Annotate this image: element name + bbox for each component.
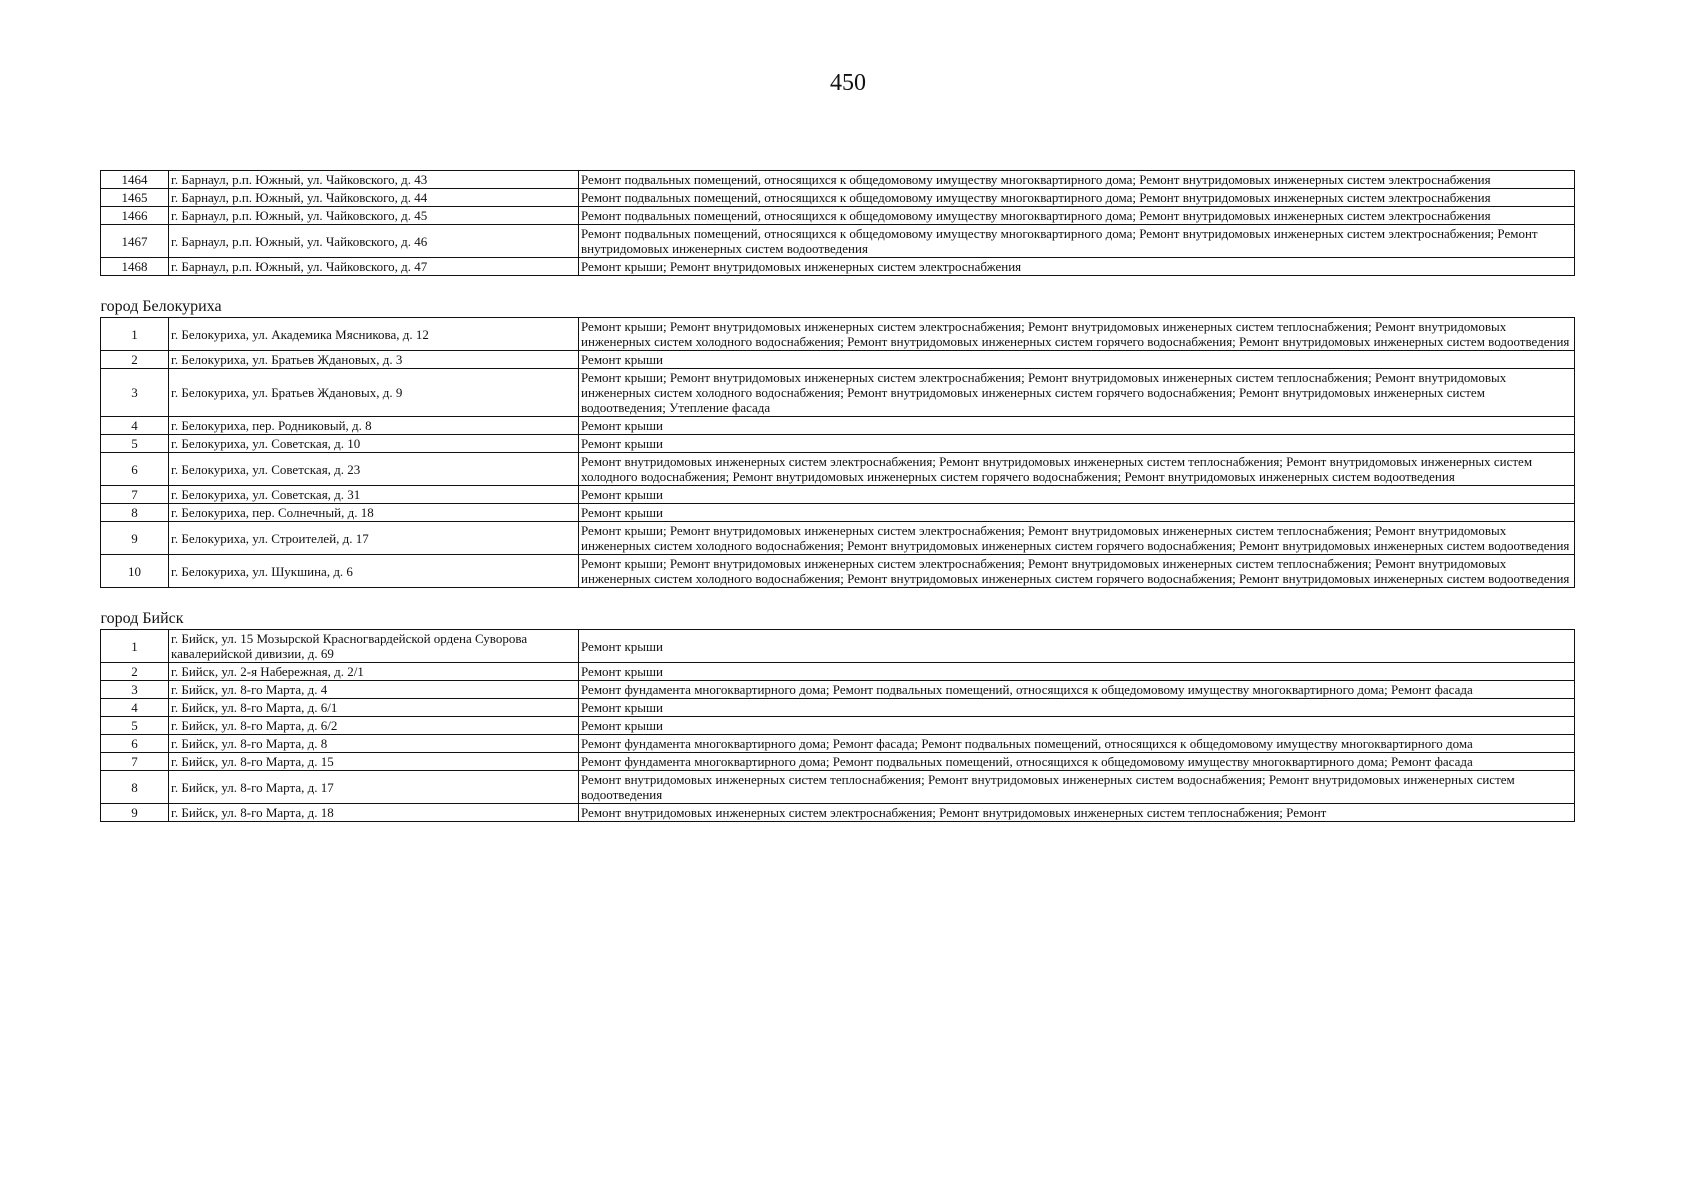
- row-address: г. Бийск, ул. 15 Мозырской Красногвардейской ордена Суворова кавалерийской дивизии, д. 69: [169, 630, 579, 663]
- table-row: [101, 771, 1575, 804]
- table-row: [101, 486, 1575, 504]
- row-number: 1: [101, 318, 169, 351]
- table-row: [101, 435, 1575, 453]
- table-row: [101, 351, 1575, 369]
- row-works: Ремонт крыши: [579, 417, 1575, 435]
- city-title: город Белокуриха: [101, 298, 1575, 318]
- table-row: [101, 504, 1575, 522]
- table-row: [101, 735, 1575, 753]
- row-number: 1465: [101, 189, 169, 207]
- table-row: [101, 171, 1575, 189]
- row-number: 1464: [101, 171, 169, 189]
- repair-program-table: [100, 170, 1574, 822]
- row-address: г. Бийск, ул. 8-го Марта, д. 4: [169, 681, 579, 699]
- row-address: г. Барнаул, р.п. Южный, ул. Чайковского, д. 45: [169, 207, 579, 225]
- row-number: 3: [101, 681, 169, 699]
- city-title: город Бийск: [101, 610, 1575, 630]
- row-number: 1467: [101, 225, 169, 258]
- row-number: 9: [101, 522, 169, 555]
- row-number: 1: [101, 630, 169, 663]
- city-section-header: [101, 610, 1575, 630]
- row-number: 1466: [101, 207, 169, 225]
- row-number: 2: [101, 663, 169, 681]
- row-works: Ремонт крыши; Ремонт внутридомовых инженерных систем электроснабжения; Ремонт внутридомовых инженерных систем теплоснабжения; Ремонт внутридомовых инженерных систем холодного водоснабжения; Ремонт внутридомовых инженерных систем горячего водоснабжения; Ремонт внутридомовых инженерных систем водоотведения; Утепление фасада: [579, 369, 1575, 417]
- row-works: Ремонт крыши; Ремонт внутридомовых инженерных систем электроснабжения; Ремонт внутридомовых инженерных систем теплоснабжения; Ремонт внутридомовых инженерных систем холодного водоснабжения; Ремонт внутридомовых инженерных систем горячего водоснабжения; Ремонт внутридомовых инженерных систем водоотведения: [579, 318, 1575, 351]
- row-number: 8: [101, 504, 169, 522]
- row-works: Ремонт внутридомовых инженерных систем теплоснабжения; Ремонт внутридомовых инженерных систем водоснабжения; Ремонт внутридомовых инженерных систем водоотведения: [579, 771, 1575, 804]
- table-row: [101, 189, 1575, 207]
- row-address: г. Бийск, ул. 8-го Марта, д. 8: [169, 735, 579, 753]
- row-address: г. Белокуриха, ул. Шукшина, д. 6: [169, 555, 579, 588]
- row-works: Ремонт крыши; Ремонт внутридомовых инженерных систем электроснабжения: [579, 258, 1575, 276]
- row-works: Ремонт крыши: [579, 351, 1575, 369]
- row-number: 8: [101, 771, 169, 804]
- row-number: 5: [101, 435, 169, 453]
- table-row: [101, 207, 1575, 225]
- row-address: г. Бийск, ул. 8-го Марта, д. 6/2: [169, 717, 579, 735]
- row-works: Ремонт крыши: [579, 663, 1575, 681]
- row-works: Ремонт крыши; Ремонт внутридомовых инженерных систем электроснабжения; Ремонт внутридомовых инженерных систем теплоснабжения; Ремонт внутридомовых инженерных систем холодного водоснабжения; Ремонт внутридомовых инженерных систем горячего водоснабжения; Ремонт внутридомовых инженерных систем водоотведения: [579, 555, 1575, 588]
- row-address: г. Бийск, ул. 2-я Набережная, д. 2/1: [169, 663, 579, 681]
- row-works: Ремонт фундамента многоквартирного дома; Ремонт фасада; Ремонт подвальных помещений, относящихся к общедомовому имуществу многоквартирного дома: [579, 735, 1575, 753]
- table-row: [101, 717, 1575, 735]
- row-number: 9: [101, 804, 169, 822]
- row-works: Ремонт крыши: [579, 630, 1575, 663]
- table-row: [101, 417, 1575, 435]
- row-works: Ремонт крыши: [579, 435, 1575, 453]
- row-address: г. Белокуриха, ул. Строителей, д. 17: [169, 522, 579, 555]
- table-row: [101, 681, 1575, 699]
- table-row: [101, 630, 1575, 663]
- row-works: Ремонт крыши: [579, 486, 1575, 504]
- table-row: [101, 699, 1575, 717]
- table-row: [101, 753, 1575, 771]
- page-number: 450: [830, 70, 866, 96]
- row-number: 6: [101, 735, 169, 753]
- table-row: [101, 318, 1575, 351]
- row-address: г. Барнаул, р.п. Южный, ул. Чайковского, д. 46: [169, 225, 579, 258]
- row-address: г. Бийск, ул. 8-го Марта, д. 18: [169, 804, 579, 822]
- row-address: г. Белокуриха, пер. Родниковый, д. 8: [169, 417, 579, 435]
- row-address: г. Белокуриха, ул. Советская, д. 23: [169, 453, 579, 486]
- row-address: г. Белокуриха, ул. Советская, д. 31: [169, 486, 579, 504]
- row-works: Ремонт подвальных помещений, относящихся к общедомовому имуществу многоквартирного дома; Ремонт внутридомовых инженерных систем электроснабжения: [579, 207, 1575, 225]
- row-number: 6: [101, 453, 169, 486]
- row-number: 4: [101, 417, 169, 435]
- row-address: г. Барнаул, р.п. Южный, ул. Чайковского, д. 47: [169, 258, 579, 276]
- row-number: 1468: [101, 258, 169, 276]
- row-works: Ремонт крыши; Ремонт внутридомовых инженерных систем электроснабжения; Ремонт внутридомовых инженерных систем теплоснабжения; Ремонт внутридомовых инженерных систем холодного водоснабжения; Ремонт внутридомовых инженерных систем горячего водоснабжения; Ремонт внутридомовых инженерных систем водоотведения: [579, 522, 1575, 555]
- row-works: Ремонт подвальных помещений, относящихся к общедомовому имуществу многоквартирного дома; Ремонт внутридомовых инженерных систем электроснабжения: [579, 189, 1575, 207]
- row-works: Ремонт внутридомовых инженерных систем электроснабжения; Ремонт внутридомовых инженерных систем теплоснабжения; Ремонт: [579, 804, 1575, 822]
- row-works: Ремонт крыши: [579, 717, 1575, 735]
- row-works: Ремонт фундамента многоквартирного дома; Ремонт подвальных помещений, относящихся к общедомовому имуществу многоквартирного дома; Ремонт фасада: [579, 753, 1575, 771]
- row-works: Ремонт внутридомовых инженерных систем электроснабжения; Ремонт внутридомовых инженерных систем теплоснабжения; Ремонт внутридомовых инженерных систем холодного водоснабжения; Ремонт внутридомовых инженерных систем горячего водоснабжения; Ремонт внутридомовых инженерных систем водоотведения: [579, 453, 1575, 486]
- row-number: 2: [101, 351, 169, 369]
- row-works: Ремонт крыши: [579, 504, 1575, 522]
- row-address: г. Белокуриха, ул. Академика Мясникова, д. 12: [169, 318, 579, 351]
- row-works: Ремонт подвальных помещений, относящихся к общедомовому имуществу многоквартирного дома; Ремонт внутридомовых инженерных систем электроснабжения; Ремонт внутридомовых инженерных систем водоотведения: [579, 225, 1575, 258]
- table-row: [101, 555, 1575, 588]
- row-address: г. Белокуриха, ул. Советская, д. 10: [169, 435, 579, 453]
- row-works: Ремонт крыши: [579, 699, 1575, 717]
- row-number: 3: [101, 369, 169, 417]
- row-address: г. Бийск, ул. 8-го Марта, д. 6/1: [169, 699, 579, 717]
- row-number: 4: [101, 699, 169, 717]
- section-spacer: [101, 276, 1575, 299]
- table-row: [101, 663, 1575, 681]
- table-row: [101, 453, 1575, 486]
- row-number: 5: [101, 717, 169, 735]
- row-address: г. Бийск, ул. 8-го Марта, д. 15: [169, 753, 579, 771]
- table-row: [101, 258, 1575, 276]
- table-row: [101, 369, 1575, 417]
- row-address: г. Белокуриха, пер. Солнечный, д. 18: [169, 504, 579, 522]
- table-body: [101, 171, 1575, 822]
- city-section-header: [101, 298, 1575, 318]
- row-works: Ремонт подвальных помещений, относящихся к общедомовому имуществу многоквартирного дома; Ремонт внутридомовых инженерных систем электроснабжения: [579, 171, 1575, 189]
- row-number: 10: [101, 555, 169, 588]
- row-address: г. Белокуриха, ул. Братьев Ждановых, д. 3: [169, 351, 579, 369]
- row-address: г. Бийск, ул. 8-го Марта, д. 17: [169, 771, 579, 804]
- row-works: Ремонт фундамента многоквартирного дома; Ремонт подвальных помещений, относящихся к общедомовому имуществу многоквартирного дома; Ремонт фасада: [579, 681, 1575, 699]
- row-number: 7: [101, 753, 169, 771]
- row-address: г. Барнаул, р.п. Южный, ул. Чайковского, д. 43: [169, 171, 579, 189]
- table-row: [101, 804, 1575, 822]
- table-row: [101, 522, 1575, 555]
- row-address: г. Барнаул, р.п. Южный, ул. Чайковского, д. 44: [169, 189, 579, 207]
- row-address: г. Белокуриха, ул. Братьев Ждановых, д. 9: [169, 369, 579, 417]
- section-spacer: [101, 588, 1575, 611]
- row-number: 7: [101, 486, 169, 504]
- table-row: [101, 225, 1575, 258]
